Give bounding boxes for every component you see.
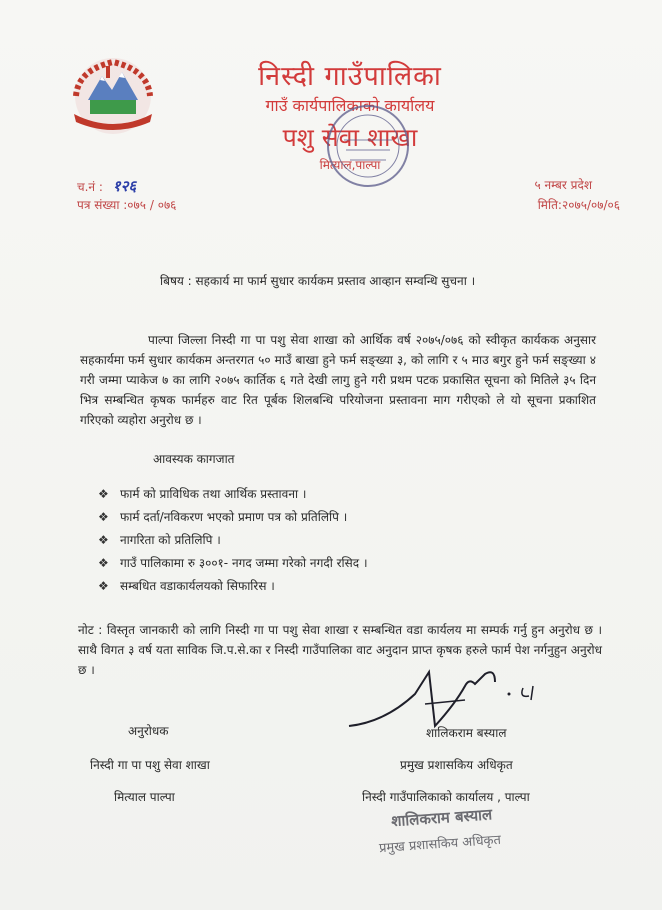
diamond-bullet-icon: ❖ (98, 533, 109, 547)
letter-fiscal-year: पत्र संख्या :०७५ / ०७६ (77, 198, 177, 212)
signatory-designation: प्रमुख प्रशासकिय अधिकृत (400, 758, 513, 772)
reference-number (77, 176, 136, 196)
nepal-emblem-icon (62, 56, 164, 136)
letter-subject: बिषय : सहकार्य मा फार्म सुधार कार्यकम प्रस्ताव आव्हान सम्वन्धि सुचना । (160, 274, 476, 288)
requester-address: मित्याल पाल्पा (114, 790, 175, 804)
letterhead-section: पशु सेवा शाखा (282, 123, 418, 152)
signatory-name: शालिकराम बस्याल (426, 726, 507, 740)
list-item: ❖ नागरिता को प्रतिलिपि । (98, 530, 368, 553)
name-stamp (377, 804, 502, 856)
reference-number-label: च.नं : (77, 180, 103, 194)
letter-body: पाल्पा जिल्ला निस्दी गा पा पशु सेवा शाखा को आर्थिक वर्ष २०७५/०७६ को स्वीकृत कार्यकक अनुसार सहकार्यमा फर्म सुधार कार्यकम अन्तरगत ५० माउँ बाखा हुने फर्म सङ्ख्या ३, को लागि र ५ माउ बगुर हुने फर्म सङ्ख्या ४ गरी जम्मा प्याकेज ७ का लागि २०७५ कार्तिक ६ गते देखी लागु हुने गरी प्रथम पटक प्रकासित सूचना को मितिले ३५ दिन भित्र सम्बन्धित कृषक फार्महरु वाट रित पूर्बक शिलबन्धि परियोजना प्रस्तावना माग गरीएको ले यो सूचना प्रकाशित गरिएको व्यहोरा अनुरोध छ । (80, 333, 596, 427)
documents-list (98, 484, 368, 599)
requester-label: अनुरोधक (128, 724, 169, 738)
signatory-office: निस्दी गाउँपालिकाको कार्यालय , पाल्पा (362, 790, 530, 804)
list-item: ❖ फार्म दर्ता/नविकरण भएको प्रमाण पत्र को प्रतिलिपि । (98, 507, 368, 530)
letterhead-title: निस्दी गाउँपालिका (258, 61, 442, 92)
list-item: ❖ गाउँ पालिकामा रु ३००१- नगद जम्मा गरेको नगदी रसिद । (98, 553, 368, 576)
diamond-bullet-icon: ❖ (98, 510, 109, 524)
list-item: ❖ सम्बधित वडाकार्यलयको सिफारिस । (98, 576, 368, 599)
reference-number-value: १२६ (112, 177, 137, 195)
requester-office: निस्दी गा पा पशु सेवा शाखा (90, 758, 210, 772)
documents-title: आवस्यक कागजात (153, 452, 235, 466)
letterhead-office: गाउँ कार्यपालिकाको कार्यालय (265, 96, 435, 115)
office-stamp-icon (322, 100, 414, 192)
diamond-bullet-icon: ❖ (98, 487, 109, 501)
letterhead-address: मित्याल,पाल्पा (319, 158, 381, 172)
letter-date: मिति:२०७५/०७/०६ (537, 198, 620, 212)
letter-note: नोट : विस्तृत जानकारी को लागि निस्दी गा पा पशु सेवा शाखा र सम्बन्धित वडा कार्यलय मा सम्पर्क गर्नु हुन अनुरोध छ । साथै विगत ३ वर्ष यता साविक जि.प.से.का र निस्दी गाउँपालिका वाट अनुदान प्राप्त कृषक हरुले फार्म पेश नर्गनुहुन अनुरोध छ । (78, 623, 602, 677)
province-label: ५ नम्बर प्रदेश (534, 178, 592, 192)
list-item: ❖ फार्म को प्राविधिक तथा आर्थिक प्रस्तावना । (98, 484, 368, 507)
diamond-bullet-icon: ❖ (98, 579, 109, 593)
diamond-bullet-icon: ❖ (98, 556, 109, 570)
name-stamp-name: शालिकराम बस्याल (390, 805, 493, 831)
name-stamp-designation: प्रमुख प्रशासकिय अधिकृत (378, 832, 502, 857)
